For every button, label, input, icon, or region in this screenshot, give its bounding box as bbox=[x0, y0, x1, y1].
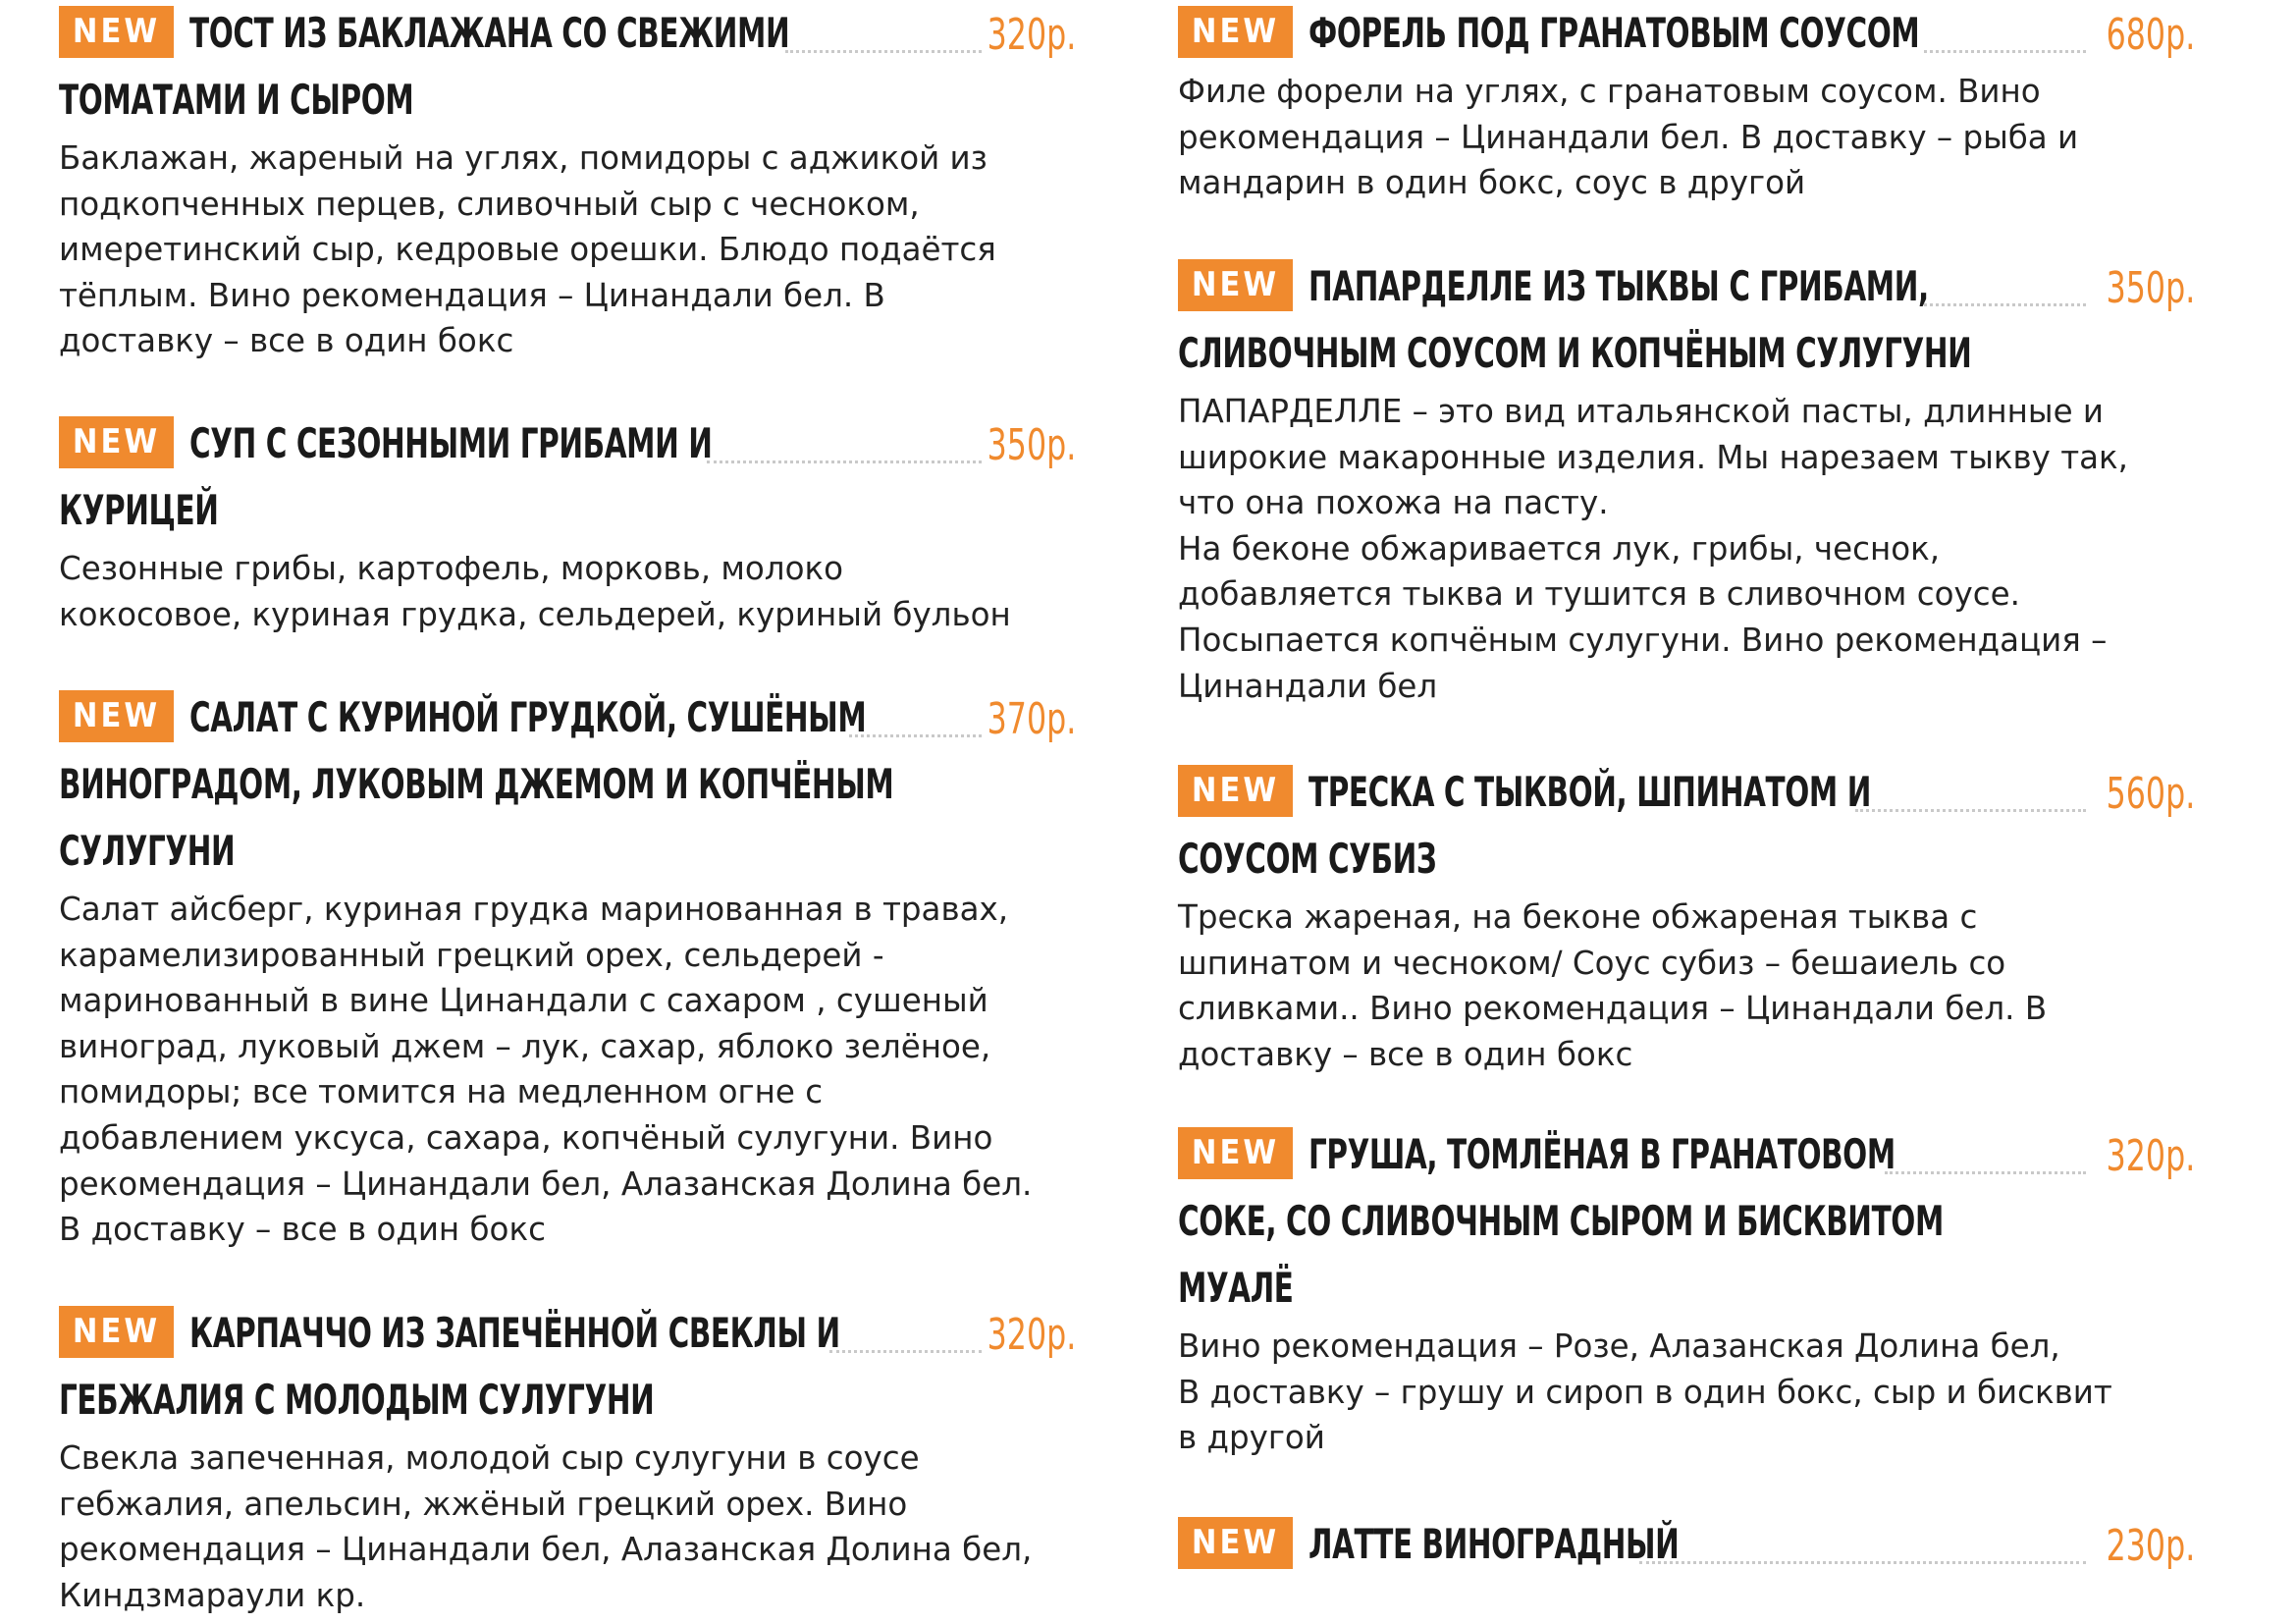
menu-item bbox=[1178, 759, 2195, 1077]
new-badge: NEW bbox=[59, 690, 174, 742]
menu-item-price: 560р. bbox=[2106, 769, 2195, 819]
menu-item-title-row bbox=[1178, 1121, 2195, 1188]
menu-item-title-continuation-row bbox=[59, 67, 1076, 134]
dotted-leader bbox=[829, 1350, 982, 1353]
menu-item-description: Салат айсберг, куриная грудка маринованная в травах, карамелизированный грецкий орех, сельдерей - маринованный в вине Цинандали с сахаром , сушеный виноград, луковый джем – лук, сахар, яблоко зелёное, помидоры; все томится на медленном огне с добавлением уксуса, сахара, копчёный сулугуни. Вино рекомендация – Цинандали бел, Алазанская Долина бел. В доставку – все в один бокс bbox=[59, 891, 1033, 1249]
menu-item-title-continuation-row bbox=[1178, 1255, 2195, 1322]
menu-item-title-continuation-row bbox=[59, 818, 1076, 885]
menu-item-title-row bbox=[59, 0, 1076, 67]
menu-item-title-continuation: СЛИВОЧНЫМ СОУСОМ И КОПЧЁНЫМ СУЛУГУНИ bbox=[1178, 329, 1972, 377]
menu-item-title-row bbox=[59, 684, 1076, 751]
new-badge: NEW bbox=[1178, 765, 1293, 817]
menu-item-title-continuation-row bbox=[59, 1367, 1076, 1434]
menu-item-title-continuation-row bbox=[1178, 1188, 2195, 1255]
menu-item-title-continuation: СУЛУГУНИ bbox=[59, 827, 236, 875]
menu-item-description: Свекла запеченная, молодой сыр сулугуни в соусе гебжалия, апельсин, жжёный грецкий орех. Вино рекомендация – Цинандали бел, Алазанская Долина бел, Киндзмараули кр. bbox=[59, 1439, 1033, 1614]
new-badge: NEW bbox=[1178, 1517, 1293, 1569]
dotted-leader bbox=[1924, 50, 2086, 53]
menu-item-title: ПАПАРДЕЛЛЕ ИЗ ТЫКВЫ С ГРИБАМИ, bbox=[1308, 262, 1929, 310]
new-badge: NEW bbox=[59, 1306, 174, 1358]
new-badge: NEW bbox=[59, 6, 174, 58]
dotted-leader bbox=[1924, 303, 2086, 306]
dotted-leader bbox=[1885, 1171, 2086, 1174]
dotted-leader bbox=[849, 734, 982, 737]
new-badge: NEW bbox=[59, 416, 174, 468]
menu-item-title-continuation-row bbox=[59, 477, 1076, 544]
menu-item-title: КАРПАЧЧО ИЗ ЗАПЕЧЁННОЙ СВЕКЛЫ И bbox=[189, 1309, 840, 1357]
menu-item-title-continuation-row bbox=[1178, 826, 2195, 893]
menu-item-title-continuation: СОКЕ, СО СЛИВОЧНЫМ СЫРОМ И БИСКВИТОМ bbox=[1178, 1197, 1944, 1245]
menu-item bbox=[59, 684, 1076, 1253]
menu-item-title-continuation: ТОМАТАМИ И СЫРОМ bbox=[59, 76, 414, 124]
menu-item bbox=[1178, 1511, 2195, 1578]
menu-item-title: САЛАТ С КУРИНОЙ ГРУДКОЙ, СУШЁНЫМ bbox=[189, 693, 867, 741]
dotted-leader bbox=[1855, 809, 2086, 812]
menu-item-description: Баклажан, жареный на углях, помидоры с аджикой из подкопченных перцев, сливочный сыр с чесноком, имеретинский сыр, кедровые орешки. Блюдо подаётся тёплым. Вино рекомендация – Цинандали бел. В доставку – все в один бокс bbox=[59, 139, 996, 360]
menu-item bbox=[1178, 1121, 2195, 1461]
menu-item-title: СУП С СЕЗОННЫМИ ГРИБАМИ И bbox=[189, 419, 713, 467]
menu-item-price: 320р. bbox=[987, 10, 1076, 60]
menu-item-title-continuation-row bbox=[1178, 320, 2195, 387]
menu-item-title: ГРУША, ТОМЛЁНАЯ В ГРАНАТОВОМ bbox=[1308, 1130, 1896, 1178]
menu-item-title: ФОРЕЛЬ ПОД ГРАНАТОВЫМ СОУСОМ bbox=[1308, 9, 1920, 57]
menu-item bbox=[59, 410, 1076, 637]
menu-item-price: 350р. bbox=[2106, 263, 2195, 313]
menu-item-price: 230р. bbox=[2106, 1521, 2195, 1571]
menu-item-price: 370р. bbox=[987, 694, 1076, 744]
menu-item-title-row bbox=[1178, 1511, 2195, 1578]
menu-item bbox=[59, 1300, 1076, 1618]
menu-item-description: Сезонные грибы, картофель, морковь, молоко кокосовое, куриная грудка, сельдерей, куриный бульон bbox=[59, 550, 1011, 633]
menu-item-price: 320р. bbox=[2106, 1131, 2195, 1181]
menu-item-price: 680р. bbox=[2106, 10, 2195, 60]
menu-item bbox=[59, 0, 1076, 364]
menu-item-title-row bbox=[1178, 759, 2195, 826]
menu-item-price: 350р. bbox=[987, 420, 1076, 470]
new-badge: NEW bbox=[1178, 1127, 1293, 1179]
menu-item-title-row bbox=[1178, 0, 2195, 67]
dotted-leader bbox=[707, 460, 982, 463]
menu-item-description: Вино рекомендация – Розе, Алазанская Долина бел, В доставку – грушу и сироп в один бокс, сыр и бисквит в другой bbox=[1178, 1327, 2112, 1457]
menu-item-price: 320р. bbox=[987, 1310, 1076, 1360]
new-badge: NEW bbox=[1178, 6, 1293, 58]
menu-item-title-row bbox=[59, 1300, 1076, 1367]
menu-item-title-row bbox=[59, 410, 1076, 477]
menu-item-description: Филе форели на углях, с гранатовым соусом. Вино рекомендация – Цинандали бел. В доставку – рыба и мандарин в один бокс, соус в другой bbox=[1178, 73, 2079, 202]
menu-item-title-row bbox=[1178, 253, 2195, 320]
menu-item-title: ТРЕСКА С ТЫКВОЙ, ШПИНАТОМ И bbox=[1308, 768, 1871, 816]
dotted-leader bbox=[1639, 1561, 2086, 1564]
menu-item-description: ПАПАРДЕЛЛЕ – это вид итальянской пасты, длинные и широкие макаронные изделия. Мы нарезаем тыкву так, что она похожа на пасту. На беконе обжаривается лук, грибы, чеснок, добавляется тыква и тушится в сливочном соусе. Посыпается копчёным сулугуни. Вино рекомендация – Цинандали бел bbox=[1178, 393, 2129, 705]
menu-item-description: Треска жареная, на беконе обжареная тыква с шпинатом и чесноком/ Соус субиз – бешаиель со сливками.. Вино рекомендация – Цинандали бел. В доставку – все в один бокс bbox=[1178, 898, 2048, 1073]
menu-item-title: ЛАТТЕ ВИНОГРАДНЫЙ bbox=[1308, 1520, 1680, 1568]
menu-item bbox=[1178, 0, 2195, 206]
dotted-leader bbox=[785, 50, 982, 53]
menu-item-title-continuation: ВИНОГРАДОМ, ЛУКОВЫМ ДЖЕМОМ И КОПЧЁНЫМ bbox=[59, 760, 894, 808]
menu-item-title-continuation: СОУСОМ СУБИЗ bbox=[1178, 835, 1437, 883]
menu-item-title: ТОСТ ИЗ БАКЛАЖАНА СО СВЕЖИМИ bbox=[189, 9, 790, 57]
menu-item bbox=[1178, 253, 2195, 709]
menu-item-title-continuation: ГЕБЖАЛИЯ С МОЛОДЫМ СУЛУГУНИ bbox=[59, 1376, 655, 1424]
menu-item-title-continuation: КУРИЦЕЙ bbox=[59, 486, 219, 534]
menu-item-title-continuation: МУАЛЁ bbox=[1178, 1264, 1294, 1312]
new-badge: NEW bbox=[1178, 259, 1293, 311]
menu-item-title-continuation-row bbox=[59, 751, 1076, 818]
